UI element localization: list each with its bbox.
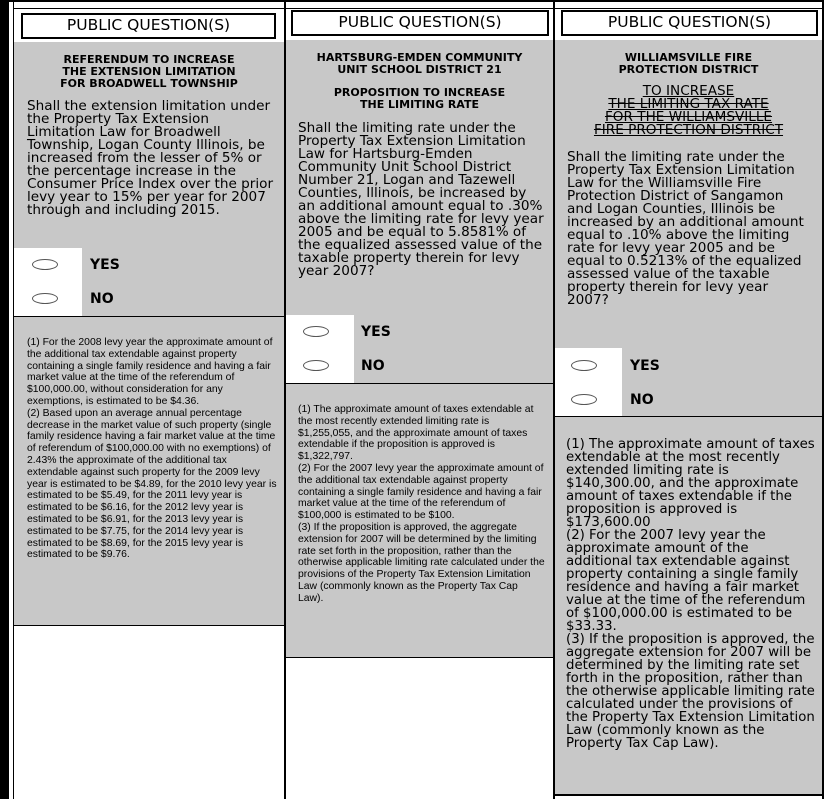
- no-oval[interactable]: [32, 293, 58, 304]
- column-header: PUBLIC QUESTION(S): [21, 13, 276, 39]
- explanation-text: (1) The approximate amount of taxes extendable at the most recently extended limiting rate is $140,300.00, and the approximate amount of taxes extendable if the proposition is approved is $173,600.00 (2) For the 2007 levy year the approximate amount of the additional tax extendable against property containing a single family residence and having a fair market value at the time of the referendum of $100,000.00 is estimated to be $33.33. (3) If the proposition is approved, the aggregate extension for 2007 will be determined by the limiting rate set forth in the proposition, rather than the otherwise applicable limiting rate calculated under the provisions of the Property Tax Extension Limitation Law (commonly known as the Property Tax Cap Law).: [566, 437, 815, 751]
- question-text: Shall the limiting rate under the Property Tax Extension Limitation Law for Hartsburg-Emden Community Unit School District Number 21, Logan and Tazewell Counties, Illinois, be increased by an additional amount equal to .30% above the limiting rate for levy year 2005 and be equal to 5.8581% of the equalized assessed value of the taxable property therein for levy year 2007?: [298, 120, 544, 279]
- yes-oval[interactable]: [571, 360, 597, 371]
- question-title: WILLIAMSVILLE FIRE PROTECTION DISTRICT: [618, 51, 759, 76]
- top-border: [9, 0, 824, 2]
- divider: [286, 657, 553, 658]
- header-rule: [14, 8, 822, 9]
- right-border: [822, 0, 824, 799]
- yes-option: YES: [361, 324, 391, 340]
- no-option: NO: [90, 291, 114, 307]
- question-title: HARTSBURG-EMDEN COMMUNITY UNIT SCHOOL DISTRICT 21 PROPOSITION TO INCREASE THE LIMITING RATE: [316, 51, 523, 111]
- no-oval[interactable]: [571, 394, 597, 405]
- question-text: Shall the limiting rate under the Property Tax Extension Limitation Law for the Williamsville Fire Protection District of Sangamon and Logan Counties, Illinois be increased by an additional amount equal to .10% above the limiting rate for levy year 2005 and be equal to 0.5213% of the equalized assessed value of the taxable property therein for levy year 2007?: [567, 149, 804, 308]
- column-header: PUBLIC QUESTION(S): [291, 10, 549, 36]
- explanation-text: (1) For the 2008 levy year the approximate amount of the additional tax extendable against property containing a single family residence and having a fair market value at the time of the referendum of $100,000.00, without consideration for any exemptions, is estimated to be $4.36. (2) Based upon an average annual percentage decrease in the market value of such property (single family residence having a fair market value at the time of referendum of $100,000.00 with no exemptions) of 2.43% the approximate of the additional tax extendable against such property for the 2009 levy year is estimated to be $4.89, for the 2010 levy year is estimated to be $5.49, for the 2011 levy year is estimated to be $6.16, for the 2012 levy year is estimated to be $6.91, for the 2013 levy year is estimated to be $7.75, for the 2014 levy year is estimated to be $8.69, for the 2015 levy year is estimated to be $9.76.: [27, 337, 277, 561]
- yes-option: YES: [630, 358, 660, 374]
- yes-oval[interactable]: [32, 259, 58, 270]
- explanation-text: (1) The approximate amount of taxes extendable at the most recently extended limiting rate is $1,255,055, and the approximate amount of taxes extendable if the proposition is approved is $1,322,797. (2) For the 2007 levy year the approximate amount of the additional tax extendable against property containing a single family residence and having a fair market value at the time of the referendum of $100,000 is estimated to be $100. (3) If the proposition is approved, the aggregate extension for 2007 will be determined by the limiting rate set forth in the proposition, rather than the otherwise applicable limiting rate calculated under the provisions of the Property Tax Extension Limitation Law (commonly known as the Property Tax Cap Law).: [298, 404, 545, 604]
- question-text: Shall the extension limitation under the Property Tax Extension Limitation Law for Broadwell Township, Logan County Illinois, be increased from the lesser of 5% or the percentage increase in the Consumer Price Index over the prior levy year to 15% per year for 2007 through and including 2015.: [27, 98, 274, 218]
- yes-oval[interactable]: [303, 326, 329, 337]
- divider: [14, 625, 284, 626]
- question-title: REFERENDUM TO INCREASE THE EXTENSION LIMITATION FOR BROADWELL TOWNSHIP: [60, 53, 238, 90]
- no-option: NO: [361, 358, 385, 374]
- left-border: [0, 0, 9, 799]
- question-subtitle: TO INCREASE THE LIMITING TAX RATE FOR THE WILLIAMSVILLE FIRE PROTECTION DISTRICT: [593, 83, 784, 138]
- yes-option: YES: [90, 257, 120, 273]
- no-option: NO: [630, 392, 654, 408]
- no-oval[interactable]: [303, 360, 329, 371]
- divider: [555, 794, 822, 796]
- column-header: PUBLIC QUESTION(S): [561, 10, 818, 36]
